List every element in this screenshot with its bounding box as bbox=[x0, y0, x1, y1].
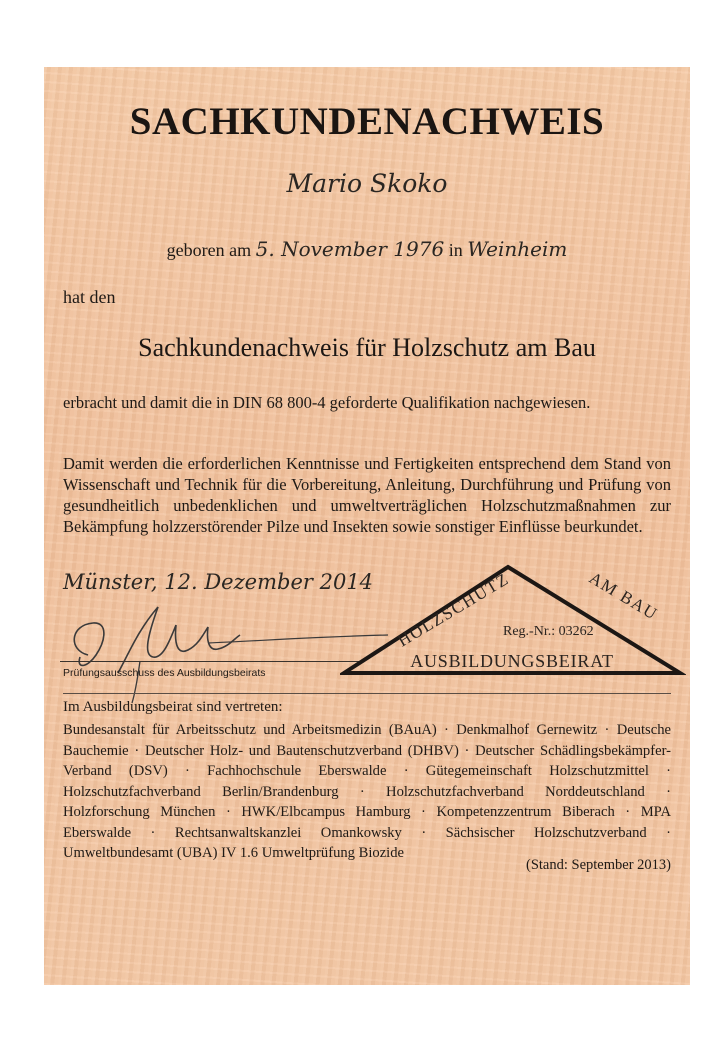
seal-bottom-text: AUSBILDUNGSBEIRAT bbox=[410, 651, 614, 671]
certificate-title: SACHKUNDENACHWEIS bbox=[129, 100, 605, 143]
birth-line bbox=[44, 237, 690, 261]
status-date: (Stand: September 2013) bbox=[526, 857, 671, 873]
signature-line bbox=[60, 661, 360, 662]
members-list: Bundesanstalt für Arbeitsschutz und Arbeitsmedizin (BAuA) · Denkmalhof Gernewitz · Deutsche Bauchemie · Deutscher Holz- und Bautenschutzverband (DHBV) · Deutscher Schädlingsbekämpfer-Verband (DSV) · Fachhochschule Eberswalde · Gütegemeinschaft Holzschutzmittel · Holzschutzfachverband Berlin/Brandenburg · Holzschutzfachverband Norddeutschland · Holzforschung München · HWK/Elbcampus Hamburg · Kompetenzzentrum Biberach · MPA Eberswalde · Rechtsanwaltskanzlei Omankowsky · Sächsischer Holzschutzverband · Umweltbundesamt (UBA) IV 1.6 Umweltprüfung Biozide bbox=[63, 722, 671, 861]
seal-arc-right: AM BAU bbox=[585, 568, 662, 624]
place-date: Münster, 12. Dezember 2014 bbox=[63, 570, 374, 594]
qualification-paragraph: erbracht und damit die in DIN 68 800-4 geforderte Qualifikation nachgewiesen. bbox=[63, 393, 591, 412]
seal-triangle-icon bbox=[340, 563, 686, 681]
born-mid: in bbox=[448, 240, 463, 260]
seal-reg-nr: Reg.-Nr.: 03262 bbox=[503, 624, 594, 639]
born-prefix: geboren am bbox=[166, 240, 252, 260]
signature-icon bbox=[58, 595, 388, 705]
description-paragraph: Damit werden die erforderlichen Kenntnisse und Fertigkeiten entsprechend dem Stand von Wissenschaft und Technik für die Vorbereitung, Anleitung, Durchführung und Prüfung von gesundheitlich unbedenklichen und umweltverträglichen Holzschutzmaßnahmen zur Bekämpfung holzzerstörender Pilze und Insekten sowie sonstiger Einflüsse beurkundet. bbox=[63, 454, 671, 536]
seal-arc-left: HOLZSCHUTZ bbox=[394, 569, 513, 651]
course-title: Sachkundenachweis für Holzschutz am Bau bbox=[138, 333, 596, 362]
members-heading: Im Ausbildungsbeirat sind vertreten: bbox=[63, 699, 283, 715]
hat-den-text: hat den bbox=[63, 287, 116, 307]
birth-place: Weinheim bbox=[467, 237, 568, 261]
birth-date: 5. November 1976 bbox=[255, 237, 445, 261]
certificate-sheet bbox=[44, 67, 690, 985]
divider bbox=[63, 693, 671, 694]
recipient-name: Mario Skoko bbox=[286, 169, 448, 198]
signature-caption: Prüfungsausschuss des Ausbildungsbeirats bbox=[63, 667, 266, 679]
